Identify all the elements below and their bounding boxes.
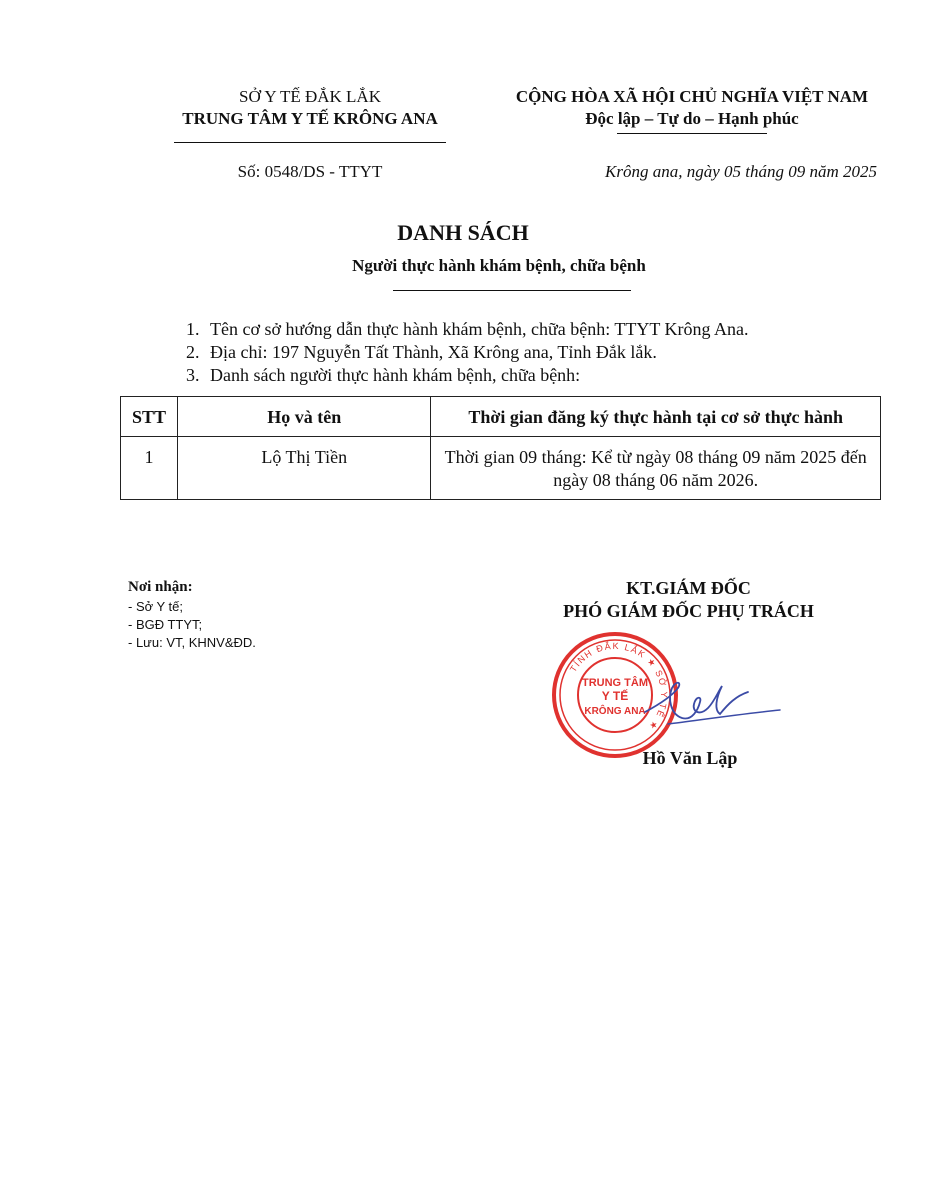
agency-name: SỞ Y TẾ ĐẮK LẮK [239,87,381,106]
country-name: CỘNG HÒA XÃ HỘI CHỦ NGHĨA VIỆT NAM [515,87,869,106]
recipient-item: - Sở Y tế; [128,599,184,614]
document-number: Số: 0548/DS - TTYT [237,162,383,181]
list-item-text: Địa chỉ: 197 Nguyễn Tất Thành, Xã Krông ana, Tỉnh Đắk lắk. [210,342,657,362]
svg-text:KRÔNG ANA: KRÔNG ANA [584,706,646,717]
svg-text:Y TẾ: Y TẾ [601,689,629,703]
motto-underline [617,133,767,134]
practitioner-table [120,396,881,500]
signer-authority: KT.GIÁM ĐỐC [626,578,751,598]
issuing-agency-block [150,86,470,143]
list-item-text: Danh sách người thực hành khám bệnh, chữa bệnh: [210,365,581,385]
recipient-item: - Lưu: VT, KHNV&ĐD. [128,635,256,650]
place-and-date: Krông ana, ngày 05 tháng 09 năm 2025 [605,162,877,181]
svg-text:TRUNG TÂM: TRUNG TÂM [582,677,648,689]
list-item-number: 2. [186,342,200,362]
column-header-period: Thời gian đăng ký thực hành tại cơ sở thực hành [431,397,881,437]
signer-position: PHÓ GIÁM ĐỐC PHỤ TRÁCH [563,601,814,621]
column-header-name: Họ và tên [178,397,431,437]
table-row [121,437,881,500]
cell-name: Lộ Thị Tiền [178,437,431,500]
signer-name: Hồ Văn Lập [642,748,738,768]
agency-underline [174,142,446,143]
subtitle-underline [393,290,631,291]
list-item [186,364,886,387]
table-header-row [121,397,881,437]
cell-period: Thời gian 09 tháng: Kể từ ngày 08 tháng 09 năm 2025 đến ngày 08 tháng 06 năm 2026. [431,437,881,500]
national-title-block [492,86,892,134]
list-item [186,318,886,341]
handwritten-signature-icon [640,674,790,734]
cell-stt: 1 [121,437,178,500]
list-item-text: Tên cơ sở hướng dẫn thực hành khám bệnh, chữa bệnh: TTYT Krông Ana. [210,319,749,339]
national-motto: Độc lập – Tự do – Hạnh phúc [585,109,799,128]
recipients-heading: Nơi nhận: [128,579,193,595]
recipient-item: - BGĐ TTYT; [128,617,203,632]
info-list [186,318,886,387]
list-item [186,341,886,364]
recipients-block [128,578,428,652]
document-title: DANH SÁCH [397,220,529,245]
column-header-stt: STT [121,397,178,437]
list-item-number: 3. [186,365,200,385]
document-subtitle: Người thực hành khám bệnh, chữa bệnh [352,256,646,275]
list-item-number: 1. [186,319,200,339]
unit-name: TRUNG TÂM Y TẾ KRÔNG ANA [182,109,438,128]
svg-text:TỈNH ĐẮK LẮK ★ SỞ Y TẾ ★: TỈNH ĐẮK LẮK ★ SỞ Y TẾ ★ [567,640,670,733]
